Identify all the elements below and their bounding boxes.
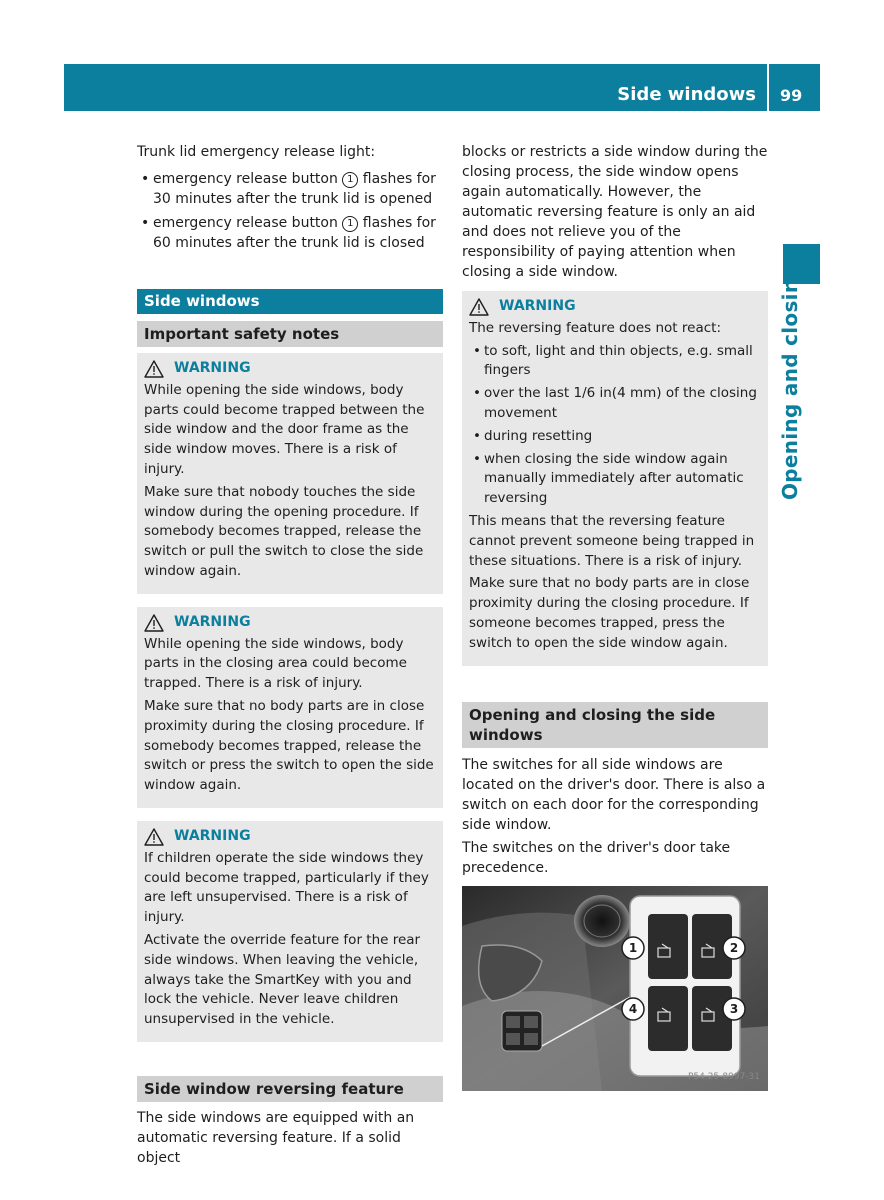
header-title: Side windows (617, 84, 756, 105)
warning-triangle-icon (144, 828, 164, 846)
section-heading: Side windows (137, 289, 443, 314)
subsection-heading: Opening and closing the side windows (462, 702, 768, 748)
subsection-heading: Important safety notes (137, 321, 443, 347)
warning-text: While opening the side windows, body parts could become trapped between the side window and the door frame as the side window moves. There is a risk of injury. (144, 381, 425, 477)
header-divider (767, 64, 769, 111)
warning-text: The reversing feature does not react: (469, 319, 721, 336)
warning-box (137, 607, 443, 808)
door-switch-illustration (462, 886, 768, 1091)
warning-triangle-icon (144, 360, 164, 378)
warning-box (137, 353, 443, 594)
image-code: P54.25-8997-31 (687, 1071, 760, 1082)
warning-triangle-icon (469, 298, 489, 316)
body-text: The switches for all side windows are located on the driver's door. There is also a switch on each door for the corresponding side window. (462, 756, 766, 833)
trunk-light-list (137, 169, 443, 253)
warning-text: While opening the side windows, body parts in the closing area could become trapped. There is a risk of injury. (144, 635, 407, 692)
right-column (462, 142, 768, 1091)
warning-list (469, 342, 761, 509)
callout-number: 1 (342, 216, 358, 232)
trunk-light-intro: Trunk lid emergency release light: (137, 144, 376, 160)
warning-text: Make sure that no body parts are in close proximity during the closing procedure. If somebody becomes trapped, release the switch or press the switch to open the side window again. (144, 697, 434, 794)
warning-triangle-icon (144, 614, 164, 632)
page-number: 99 (780, 86, 803, 105)
page-header (64, 64, 820, 111)
warning-label: WARNING (174, 827, 251, 844)
warning-text: Activate the override feature for the rear side windows. When leaving the vehicle, always take the SmartKey with you and lock the vehicle. Never leave children unsupervised in the vehicle. (144, 931, 421, 1028)
door-switch-photo (462, 886, 768, 1091)
callout-number: 1 (342, 172, 358, 188)
warning-text: If children operate the side windows they could become trapped, particularly if they are left unsupervised. There is a risk of injury. (144, 849, 429, 926)
callout-1: 1 (628, 940, 638, 955)
warning-box (137, 821, 443, 1042)
list-item: • to soft, light and thin objects, e.g. small fingers (469, 342, 761, 382)
list-item: • over the last 1/6 in(4 mm) of the closing movement (469, 384, 761, 424)
list-item: • during resetting (469, 427, 761, 447)
callout-2: 2 (729, 940, 739, 955)
subsection-heading: Side window reversing feature (137, 1076, 443, 1102)
callout-3: 3 (729, 1001, 739, 1016)
body-text: blocks or restricts a side window during the closing process, the side window opens again automatically. However, the automatic reversing feature is only an aid and does not relieve you of the responsibility of paying attention when closing a side window. (462, 144, 768, 280)
warning-text: Make sure that nobody touches the side window during the opening procedure. If somebody becomes trapped, release the switch or pull the switch to close the side window again. (144, 483, 424, 579)
body-text: The switches on the driver's door take precedence. (462, 839, 731, 876)
warning-box (462, 291, 768, 666)
warning-text: This means that the reversing feature cannot prevent someone being trapped in these situations. There is a risk of injury. (469, 512, 755, 569)
body-text: The side windows are equipped with an automatic reversing feature. If a solid object (137, 1109, 415, 1166)
warning-label: WARNING (499, 298, 576, 314)
left-column (137, 142, 443, 1168)
callout-4: 4 (628, 1001, 638, 1016)
list-item: • emergency release button 1 flashes for 30 minutes after the trunk lid is opened (137, 169, 443, 209)
chapter-tab-label: Opening and closing (778, 264, 802, 500)
list-item: • when closing the side window again manually immediately after automatic reversing (469, 450, 761, 509)
list-item: • emergency release button 1 flashes for 60 minutes after the trunk lid is closed (137, 213, 443, 253)
warning-text: Make sure that no body parts are in close proximity during the closing procedure. If someone becomes trapped, press the switch to open the side window again. (469, 575, 750, 651)
warning-label: WARNING (174, 613, 251, 630)
warning-label: WARNING (174, 360, 251, 376)
